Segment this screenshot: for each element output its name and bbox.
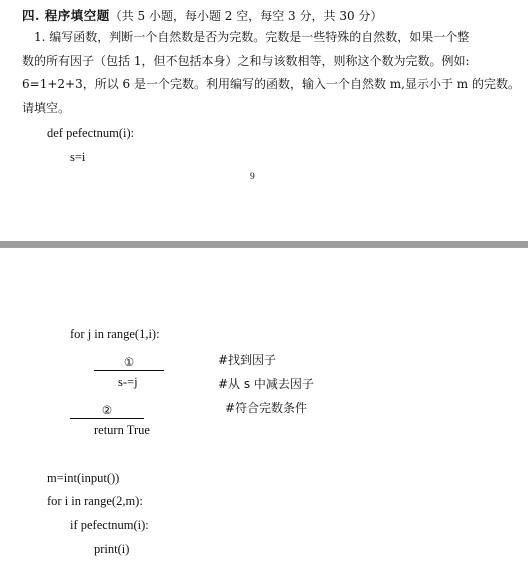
return-line: return True [94, 423, 150, 437]
section-heading [22, 6, 382, 24]
section-title: 四. 程序填空题 [22, 8, 110, 23]
question-line: 数的所有因子（包括 1，但不包括本身）之和与该数相等，则称这个数为完数。例如: [22, 53, 470, 68]
comment-subtract-factor: #从 s 中减去因子 [218, 377, 314, 391]
comment-find-factor: #找到因子 [218, 353, 277, 367]
comment-perfect-condition: #符合完数条件 [225, 401, 308, 415]
question-text [22, 26, 520, 120]
blank-2-marker: ② [70, 404, 144, 419]
s-minus-line: s-=j [118, 375, 138, 389]
question-line: 1. 编写函数，判断一个自然数是否为完数。完数是一些特殊的自然数，如果一个整 [34, 30, 470, 44]
page-number: 9 [250, 172, 255, 182]
print-line: print(i) [94, 542, 130, 556]
question-line: 请填空。 [22, 100, 71, 115]
for-j-line: for j in range(1,i): [70, 327, 160, 341]
section-scoring-note: （共 5 小题，每小题 2 空，每空 3 分，共 30 分） [109, 9, 383, 23]
question-line: 6=1+2+3，所以 6 是一个完数。利用编写的函数，输入一个自然数 m,显示小于 m 的完数。 [22, 77, 520, 91]
for-i-line: for i in range(2,m): [47, 494, 143, 508]
fill-blank-2[interactable] [70, 399, 144, 419]
page-divider [0, 241, 528, 248]
if-line: if pefectnum(i): [70, 518, 149, 532]
s-assign-line: s=i [70, 150, 86, 164]
m-input-line: m=int(input()) [47, 471, 120, 485]
def-line: def pefectnum(i): [47, 126, 135, 140]
fill-blank-1[interactable] [94, 351, 164, 371]
blank-1-marker: ① [94, 356, 164, 371]
